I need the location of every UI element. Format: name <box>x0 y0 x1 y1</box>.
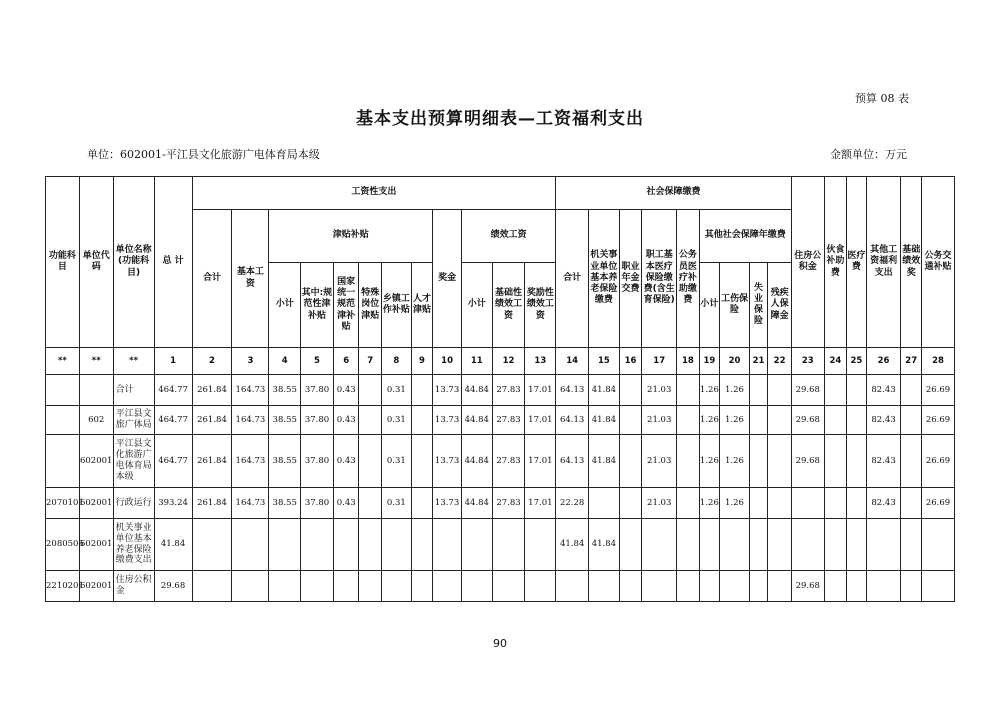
cell-value <box>749 435 767 488</box>
header-transport-allowance: 公务交通补贴 <box>921 177 954 348</box>
cell-value <box>411 435 433 488</box>
header-meal-allowance: 伙食补助费 <box>824 177 847 348</box>
cell-value <box>847 488 866 519</box>
cell-value <box>847 406 866 435</box>
cell-value <box>232 571 269 602</box>
cell-value: 464.77 <box>154 375 192 406</box>
cell-value: 37.80 <box>301 406 334 435</box>
cell-value <box>768 519 792 571</box>
cell-value <box>901 435 921 488</box>
cell-value <box>791 488 824 519</box>
header-other-social-group: 其他社会保障年缴费 <box>699 210 791 263</box>
index-row <box>46 348 955 375</box>
cell-unit-code: 602001 <box>79 435 113 488</box>
cell-value <box>749 488 767 519</box>
index-cell: 13 <box>525 348 556 375</box>
index-cell: ** <box>46 348 80 375</box>
cell-value: 44.84 <box>461 488 492 519</box>
cell-value <box>824 375 847 406</box>
cell-value <box>525 519 556 571</box>
cell-value <box>901 375 921 406</box>
cell-value: 82.43 <box>866 375 901 406</box>
header-allow-norm: 其中:规范性津补贴 <box>301 263 334 348</box>
cell-value <box>461 519 492 571</box>
table-row-unit <box>46 435 955 488</box>
cell-value <box>768 406 792 435</box>
cell-value <box>301 571 334 602</box>
cell-unit-name: 合计 <box>113 375 154 406</box>
index-cell: ** <box>79 348 113 375</box>
header-perf-group: 绩效工资 <box>461 210 555 263</box>
header-other-subtotal: 小计 <box>699 263 719 348</box>
cell-value <box>525 571 556 602</box>
index-cell: 23 <box>791 348 824 375</box>
cell-unit-name: 行政运行 <box>113 488 154 519</box>
header-housing-fund: 住房公积金 <box>791 177 824 348</box>
index-cell: 10 <box>433 348 462 375</box>
cell-value: 29.68 <box>791 435 824 488</box>
cell-value <box>642 571 677 602</box>
page-title: 基本支出预算明细表—工资福利支出 <box>356 109 644 129</box>
cell-value: 1.26 <box>699 375 719 406</box>
index-cell: 25 <box>847 348 866 375</box>
cell-value <box>847 519 866 571</box>
cell-value: 41.84 <box>589 375 620 406</box>
header-disability-fund: 残疾人保障金 <box>768 263 792 348</box>
cell-value: 26.69 <box>921 375 954 406</box>
cell-value: 13.73 <box>433 488 462 519</box>
cell-value <box>677 488 700 519</box>
index-cell: 17 <box>642 348 677 375</box>
cell-value <box>333 571 359 602</box>
cell-value: 27.83 <box>492 435 525 488</box>
header-allow-special: 特殊岗位津贴 <box>359 263 382 348</box>
cell-value <box>824 488 847 519</box>
header-social-subtotal: 合计 <box>556 210 589 348</box>
cell-value <box>720 571 750 602</box>
cell-value <box>269 571 301 602</box>
index-cell: 16 <box>619 348 642 375</box>
cell-value <box>411 375 433 406</box>
cell-value: 1.26 <box>720 435 750 488</box>
cell-value <box>359 519 382 571</box>
cell-value: 27.83 <box>492 406 525 435</box>
index-cell: 9 <box>411 348 433 375</box>
cell-unit-name: 住房公积金 <box>113 571 154 602</box>
cell-value <box>411 406 433 435</box>
cell-value: 0.31 <box>382 375 412 406</box>
cell-value <box>749 571 767 602</box>
cell-value <box>791 519 824 571</box>
cell-value: 17.01 <box>525 406 556 435</box>
cell-value: 0.31 <box>382 435 412 488</box>
cell-value: 261.84 <box>192 435 232 488</box>
cell-value: 261.84 <box>192 488 232 519</box>
cell-value <box>461 571 492 602</box>
cell-value: 13.73 <box>433 406 462 435</box>
cell-value <box>699 519 719 571</box>
cell-value <box>866 519 901 571</box>
cell-unit-name: 机关事业单位基本养老保险缴费支出 <box>113 519 154 571</box>
cell-unit-code: 602001 <box>79 488 113 519</box>
cell-value: 22.28 <box>556 488 589 519</box>
cell-value <box>901 488 921 519</box>
cell-value <box>433 571 462 602</box>
cell-value: 82.43 <box>866 488 901 519</box>
cell-value: 164.73 <box>232 488 269 519</box>
cell-value: 0.31 <box>382 488 412 519</box>
table-row-department <box>46 406 955 435</box>
cell-value <box>359 435 382 488</box>
cell-value: 26.69 <box>921 406 954 435</box>
index-cell: 1 <box>154 348 192 375</box>
cell-value <box>677 435 700 488</box>
index-cell: 20 <box>720 348 750 375</box>
cell-value <box>768 375 792 406</box>
cell-value <box>749 519 767 571</box>
header-occupational-annuity: 职业年金交费 <box>619 210 642 348</box>
cell-value <box>619 406 642 435</box>
cell-value <box>619 488 642 519</box>
header-unit-code: 单位代码 <box>79 177 113 348</box>
header-perf-subtotal: 小计 <box>461 263 492 348</box>
header-perf-reward: 奖励性绩效工资 <box>525 263 556 348</box>
cell-value <box>866 571 901 602</box>
cell-value <box>824 571 847 602</box>
cell-func-subject: 2210201 <box>46 571 80 602</box>
cell-value: 41.84 <box>589 519 620 571</box>
cell-value <box>359 488 382 519</box>
cell-unit-code: 602001 <box>79 519 113 571</box>
table-row-admin <box>46 488 955 519</box>
cell-value <box>232 519 269 571</box>
index-cell: 28 <box>921 348 954 375</box>
cell-unit-name: 平江县文化旅游广电体育局本级 <box>113 435 154 488</box>
table-row-housing <box>46 571 955 602</box>
cell-value <box>492 519 525 571</box>
index-cell: 12 <box>492 348 525 375</box>
form-number: 预算 08 表 <box>855 92 909 105</box>
cell-value <box>492 571 525 602</box>
index-cell: 19 <box>699 348 719 375</box>
cell-value <box>589 571 620 602</box>
cell-value <box>269 519 301 571</box>
index-cell: 11 <box>461 348 492 375</box>
header-unit-name: 单位名称(功能科目) <box>113 177 154 348</box>
header-bonus: 奖金 <box>433 210 462 348</box>
cell-value: 82.43 <box>866 406 901 435</box>
index-cell: ** <box>113 348 154 375</box>
header-social-group: 社会保障缴费 <box>556 177 792 210</box>
cell-value <box>411 519 433 571</box>
header-unemployment: 失业保险 <box>749 263 767 348</box>
cell-value: 464.77 <box>154 435 192 488</box>
header-func-subject: 功能科目 <box>46 177 80 348</box>
index-cell: 6 <box>333 348 359 375</box>
header-allow-township: 乡镇工作补贴 <box>382 263 412 348</box>
cell-value: 41.84 <box>556 519 589 571</box>
index-cell: 18 <box>677 348 700 375</box>
index-cell: 14 <box>556 348 589 375</box>
cell-value: 17.01 <box>525 375 556 406</box>
budget-table <box>45 176 955 602</box>
cell-value: 0.43 <box>333 406 359 435</box>
cell-value <box>359 571 382 602</box>
cell-unit-code: 602 <box>79 406 113 435</box>
cell-value: 29.68 <box>791 406 824 435</box>
cell-value <box>411 571 433 602</box>
cell-value: 17.01 <box>525 435 556 488</box>
header-medical-fee: 医疗费 <box>847 177 866 348</box>
cell-value: 21.03 <box>642 488 677 519</box>
cell-value <box>768 488 792 519</box>
cell-value <box>847 571 866 602</box>
cell-value <box>677 406 700 435</box>
cell-value <box>749 406 767 435</box>
cell-value: 1.26 <box>720 406 750 435</box>
index-cell: 5 <box>301 348 334 375</box>
cell-value: 82.43 <box>866 435 901 488</box>
cell-value <box>768 435 792 488</box>
cell-value: 0.31 <box>382 406 412 435</box>
table-row-summary <box>46 375 955 406</box>
index-cell: 27 <box>901 348 921 375</box>
header-civil-medical: 公务员医疗补助缴费 <box>677 210 700 348</box>
index-cell: 4 <box>269 348 301 375</box>
cell-value <box>901 519 921 571</box>
cell-value: 64.13 <box>556 435 589 488</box>
cell-unit-name: 平江县文旅广体局 <box>113 406 154 435</box>
cell-value: 64.13 <box>556 406 589 435</box>
header-medical-insurance: 职工基本医疗保险缴费(含生育保险) <box>642 210 677 348</box>
cell-value: 17.01 <box>525 488 556 519</box>
index-cell: 24 <box>824 348 847 375</box>
cell-value: 13.73 <box>433 375 462 406</box>
cell-value <box>847 375 866 406</box>
index-cell: 26 <box>866 348 901 375</box>
cell-value: 37.80 <box>301 375 334 406</box>
cell-value: 29.68 <box>154 571 192 602</box>
cell-value: 393.24 <box>154 488 192 519</box>
cell-value: 1.26 <box>699 435 719 488</box>
cell-unit-code <box>79 375 113 406</box>
unit-line: 单位：602001-平江县文化旅游广电体育局本级 <box>87 148 320 161</box>
header-allow-talent: 人才津贴 <box>411 263 433 348</box>
cell-value <box>301 519 334 571</box>
cell-func-subject: 2070101 <box>46 488 80 519</box>
index-cell: 3 <box>232 348 269 375</box>
cell-value <box>677 571 700 602</box>
cell-value: 38.55 <box>269 488 301 519</box>
cell-value: 0.43 <box>333 375 359 406</box>
cell-value <box>619 435 642 488</box>
cell-value: 29.68 <box>791 571 824 602</box>
cell-value: 41.84 <box>154 519 192 571</box>
table-row-pension <box>46 519 955 571</box>
header-allow-national: 国家统一规范津补贴 <box>333 263 359 348</box>
cell-value <box>824 519 847 571</box>
cell-value: 37.80 <box>301 435 334 488</box>
header-allow-subtotal: 小计 <box>269 263 301 348</box>
index-cell: 8 <box>382 348 412 375</box>
cell-func-subject <box>46 406 80 435</box>
cell-value: 21.03 <box>642 375 677 406</box>
cell-value <box>556 571 589 602</box>
index-cell: 15 <box>589 348 620 375</box>
cell-value: 1.26 <box>699 488 719 519</box>
cell-value: 21.03 <box>642 435 677 488</box>
cell-value <box>333 519 359 571</box>
cell-value: 64.13 <box>556 375 589 406</box>
cell-value <box>589 488 620 519</box>
cell-value <box>382 519 412 571</box>
cell-value <box>433 519 462 571</box>
header-other-welfare: 其他工资福利支出 <box>866 177 901 348</box>
cell-value: 1.26 <box>720 375 750 406</box>
cell-value <box>382 571 412 602</box>
index-cell: 22 <box>768 348 792 375</box>
cell-value: 1.26 <box>720 488 750 519</box>
cell-value: 37.80 <box>301 488 334 519</box>
cell-func-subject <box>46 435 80 488</box>
cell-value: 26.69 <box>921 435 954 488</box>
cell-value: 27.83 <box>492 488 525 519</box>
cell-value: 261.84 <box>192 375 232 406</box>
cell-value: 1.26 <box>699 406 719 435</box>
cell-value: 38.55 <box>269 375 301 406</box>
cell-value <box>901 406 921 435</box>
cell-value <box>749 375 767 406</box>
cell-value <box>359 375 382 406</box>
cell-value: 41.84 <box>589 435 620 488</box>
cell-value: 164.73 <box>232 435 269 488</box>
cell-value <box>824 435 847 488</box>
header-perf-basic: 基础性绩效工资 <box>492 263 525 348</box>
cell-value <box>642 519 677 571</box>
cell-value <box>921 519 954 571</box>
page-number: 90 <box>493 637 507 650</box>
cell-value <box>824 406 847 435</box>
cell-value: 29.68 <box>791 375 824 406</box>
cell-value <box>677 519 700 571</box>
cell-value: 0.43 <box>333 488 359 519</box>
header-total: 总 计 <box>154 177 192 348</box>
cell-value <box>359 406 382 435</box>
cell-value <box>677 375 700 406</box>
cell-value <box>921 571 954 602</box>
cell-value <box>619 571 642 602</box>
index-cell: 2 <box>192 348 232 375</box>
cell-unit-code: 602001 <box>79 571 113 602</box>
cell-value <box>847 435 866 488</box>
cell-value: 38.55 <box>269 435 301 488</box>
cell-func-subject <box>46 375 80 406</box>
amount-unit: 金额单位：万元 <box>830 148 907 161</box>
cell-value: 164.73 <box>232 375 269 406</box>
cell-value: 0.43 <box>333 435 359 488</box>
header-injury-insurance: 工伤保险 <box>720 263 750 348</box>
cell-value: 38.55 <box>269 406 301 435</box>
cell-value <box>192 571 232 602</box>
cell-value: 44.84 <box>461 406 492 435</box>
cell-value: 44.84 <box>461 375 492 406</box>
index-cell: 21 <box>749 348 767 375</box>
header-basic-perf-bonus: 基础绩效奖 <box>901 177 921 348</box>
index-cell: 7 <box>359 348 382 375</box>
header-allowance-group: 津贴补贴 <box>269 210 433 263</box>
cell-value <box>720 519 750 571</box>
cell-value: 21.03 <box>642 406 677 435</box>
cell-value <box>768 571 792 602</box>
cell-value: 26.69 <box>921 488 954 519</box>
cell-value: 41.84 <box>589 406 620 435</box>
cell-value <box>411 488 433 519</box>
cell-value: 164.73 <box>232 406 269 435</box>
header-pension-insurance: 机关事业单位基本养老保险缴费 <box>589 210 620 348</box>
cell-value: 27.83 <box>492 375 525 406</box>
cell-func-subject: 2080505 <box>46 519 80 571</box>
cell-value: 13.73 <box>433 435 462 488</box>
header-basic-salary: 基本工资 <box>232 210 269 348</box>
header-salary-group: 工资性支出 <box>192 177 556 210</box>
cell-value: 261.84 <box>192 406 232 435</box>
cell-value: 44.84 <box>461 435 492 488</box>
cell-value <box>699 571 719 602</box>
cell-value <box>192 519 232 571</box>
header-salary-subtotal: 合计 <box>192 210 232 348</box>
cell-value <box>619 375 642 406</box>
cell-value: 464.77 <box>154 406 192 435</box>
cell-value <box>619 519 642 571</box>
cell-value <box>901 571 921 602</box>
